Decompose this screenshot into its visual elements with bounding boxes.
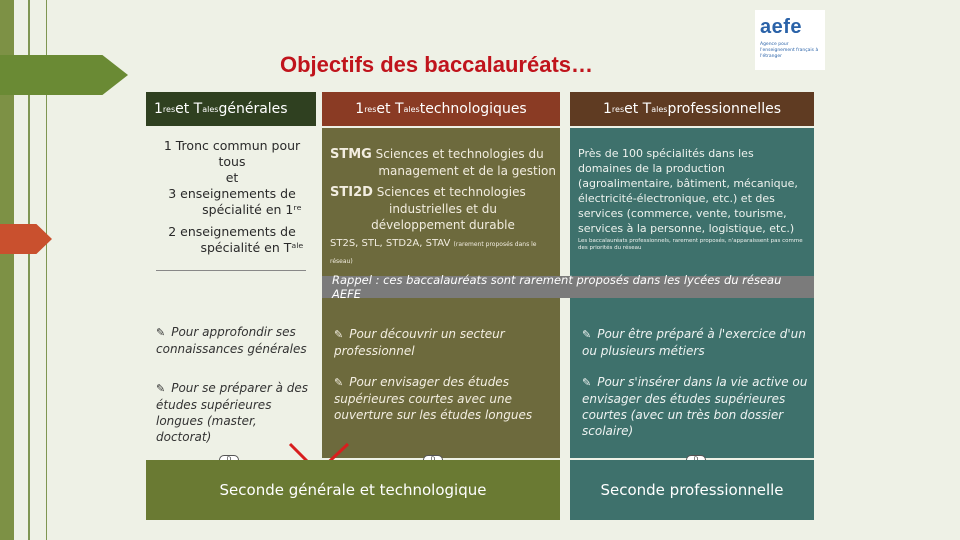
- stmg-text: management et de la gestion: [378, 164, 556, 178]
- divider: [156, 270, 306, 271]
- pen-icon: ✎: [334, 376, 344, 389]
- objective-text: Pour s'insérer dans la vie active ou envisager des études supérieures courtes (avec un très bon dossier scolaire): [582, 375, 808, 438]
- pro-note: Les baccalauréats professionnels, rarement proposés, n'apparaissent pas comme des priorités du réseau: [578, 238, 803, 251]
- generales-description-2: [150, 224, 314, 256]
- header-prefix: 1: [154, 101, 163, 117]
- header-suffix: technologiques: [419, 101, 527, 117]
- header-suffix: générales: [218, 101, 288, 117]
- header-technologiques: [322, 92, 560, 126]
- pen-icon: ✎: [582, 376, 592, 389]
- header-sup: ales: [202, 104, 219, 114]
- header-mid: et T: [624, 101, 652, 117]
- reminder-banner: Rappel : ces baccalauréats sont rarement proposés dans les lycées du réseau AEFE: [322, 276, 814, 298]
- generales-line: 3 enseignements de: [168, 186, 296, 201]
- box-seconde-professionnelle: Seconde professionnelle: [570, 460, 814, 520]
- objective-text: Pour envisager des études supérieures courtes avec une ouverture sur les études longues: [334, 375, 533, 422]
- header-mid: et T: [175, 101, 203, 117]
- tech-sti2d: [330, 184, 556, 233]
- sti2d-code: STI2D: [330, 185, 373, 200]
- objective-tech-1: [334, 326, 554, 359]
- objective-generales-2: [156, 380, 312, 445]
- tech-stmg: [330, 146, 556, 179]
- objective-generales-1: [156, 324, 312, 357]
- logo-name: aefe: [760, 16, 803, 38]
- pen-icon: ✎: [156, 382, 166, 395]
- objective-text: Pour être préparé à l'exercice d'un ou plusieurs métiers: [582, 327, 806, 358]
- others-note: (rarement proposés dans le réseau): [330, 241, 537, 265]
- objective-pro-1: [582, 326, 808, 359]
- pen-icon: ✎: [156, 326, 166, 339]
- header-sup: res: [162, 104, 176, 114]
- header-sup: ales: [403, 104, 420, 114]
- generales-line: 1 Tronc commun pour tous: [163, 138, 301, 169]
- page-title: Objectifs des baccalauréats…: [280, 52, 594, 77]
- header-sup: ales: [651, 104, 668, 114]
- objective-pro-2: [582, 374, 808, 439]
- header-prefix: 1: [355, 101, 365, 117]
- header-prefix: 1: [603, 101, 612, 117]
- stmg-text: Sciences et technologies du: [375, 147, 544, 161]
- pen-icon: ✎: [334, 328, 344, 341]
- objective-text: Pour approfondir ses connaissances générales: [156, 325, 307, 356]
- pen-icon: ✎: [582, 328, 592, 341]
- decoration-ribbon: [0, 55, 128, 95]
- objective-tech-2: [334, 374, 554, 423]
- box-seconde-generale: Seconde générale et technologique: [146, 460, 560, 520]
- sti2d-text: développement durable: [371, 218, 515, 232]
- decoration-ribbon-small: [0, 224, 52, 254]
- generales-description: [150, 138, 314, 218]
- generales-line: spécialité en 1ʳᵉ: [202, 202, 302, 217]
- objective-text: Pour se préparer à des études supérieures longues (master, doctorat): [156, 381, 308, 444]
- sti2d-text: Sciences et technologies: [376, 185, 526, 199]
- header-sup: res: [611, 104, 625, 114]
- logo-subtitle: Agence pour l'enseignement français à l'étranger: [760, 42, 819, 59]
- others-list: ST2S, STL, STD2A, STAV: [330, 238, 451, 249]
- pro-description: Près de 100 spécialités dans les domaines de la production (agroalimentaire, bâtiment, mécanique, électricité-électronique, etc.) et des services (commerce, vente, tourisme, services à la personne, logistique, etc.): [578, 147, 798, 235]
- header-professionnelles: [570, 92, 814, 126]
- generales-line: et: [225, 170, 239, 185]
- header-mid: et T: [376, 101, 404, 117]
- header-generales: [146, 92, 316, 126]
- sti2d-text: industrielles et du: [388, 202, 497, 216]
- header-sup: res: [364, 104, 377, 114]
- tech-others: [330, 236, 556, 270]
- objective-text: Pour découvrir un secteur professionnel: [334, 327, 505, 358]
- header-suffix: professionnelles: [667, 101, 781, 117]
- generales-line: 2 enseignements de: [168, 224, 296, 239]
- generales-line: spécialité en Tᵃˡᵉ: [200, 240, 304, 255]
- stmg-code: STMG: [330, 147, 372, 162]
